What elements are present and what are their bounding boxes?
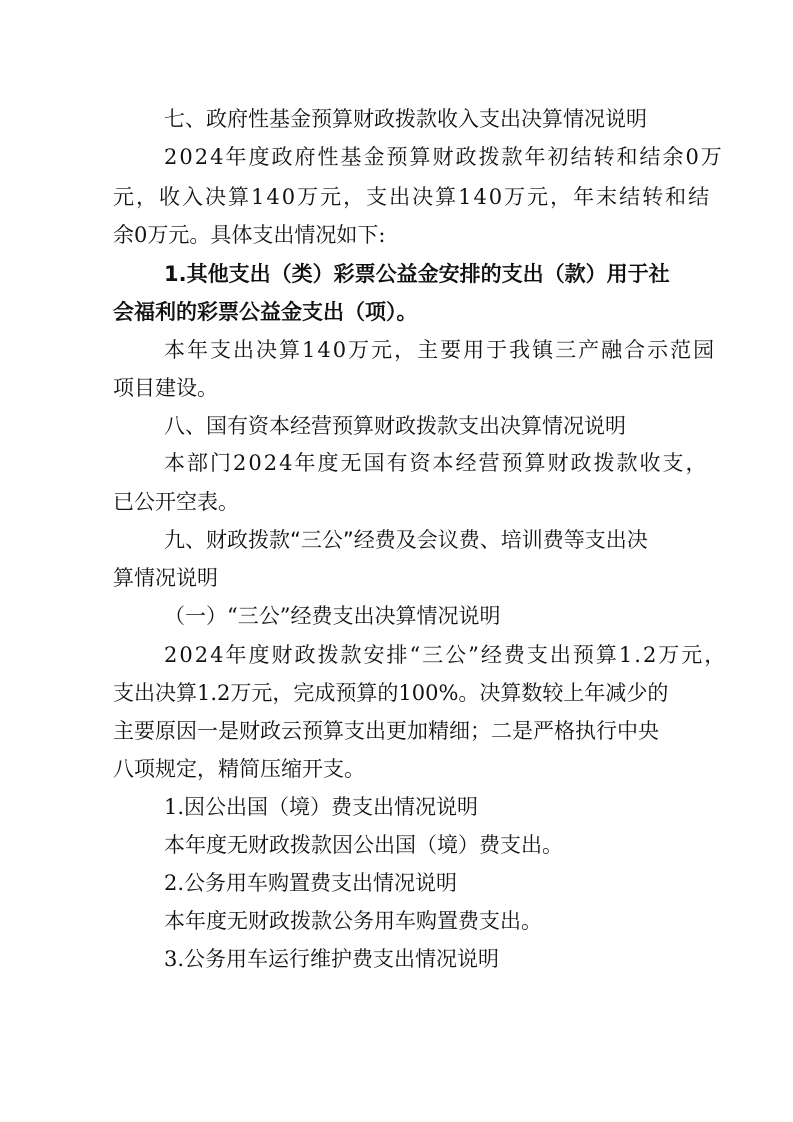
section9-item2-text: 本年度无财政拨款公务用车购置费支出。 [164,909,542,933]
section8-heading: 八、国有资本经营预算财政拨款支出决算情况说明 [164,414,626,438]
section9-heading-line1: 九、财政拨款“三公”经费及会议费、培训费等支出决 [164,528,648,552]
section7-para-line1: 2024年度政府性基金预算财政拨款年初结转和结余0万 [164,145,724,169]
section8-para-line2: 已公开空表。 [113,490,239,514]
section9-sub1-line1: 2024年度财政拨款安排“三公”经费支出预算1.2万元， [164,643,728,667]
section7-item1-desc-line2: 项目建设。 [113,376,218,400]
section9-sub1-line4: 八项规定，精简压缩开支。 [113,757,365,781]
section7-item1-line1: 1.其他支出（类）彩票公益金安排的支出（款）用于社 [164,262,670,286]
section9-item2-title: 2.公务用车购置费支出情况说明 [164,871,458,895]
section8-para-line1: 本部门2024年度无国有资本经营预算财政拨款收支， [164,451,709,475]
section9-item1-text: 本年度无财政拨款因公出国（境）费支出。 [164,833,563,857]
section9-sub1-heading: （一）“三公”经费支出决算情况说明 [164,604,501,628]
section7-para-line2: 元，收入决算140万元，支出决算140万元，年末结转和结 [113,185,712,209]
section7-item1-desc-line1: 本年支出决算140万元，主要用于我镇三产融合示范园 [164,338,717,362]
section9-heading-line2: 算情况说明 [113,566,218,590]
section9-item1-title: 1.因公出国（境）费支出情况说明 [164,795,479,819]
section9-sub1-line2: 支出决算1.2万元，完成预算的100%。决算数较上年减少的 [113,681,669,705]
section9-sub1-line3: 主要原因一是财政云预算支出更加精细；二是严格执行中央 [113,719,659,743]
section7-para-line3: 余0万元。具体支出情况如下: [113,223,386,247]
section7-item1-line2: 会福利的彩票公益金支出（项）。 [113,300,418,324]
section7-heading: 七、政府性基金预算财政拨款收入支出决算情况说明 [164,107,647,131]
section9-item3-title: 3.公务用车运行维护费支出情况说明 [164,947,500,971]
